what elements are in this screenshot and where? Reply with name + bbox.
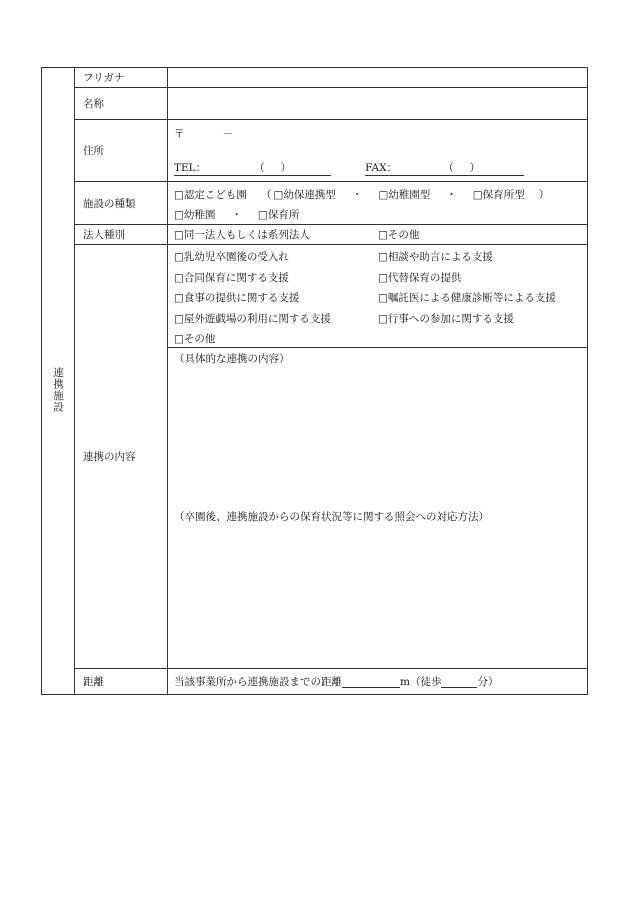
postal-dash: － [222, 127, 233, 140]
facility-type-label: 施設の種類 [75, 182, 168, 225]
section-sidebar [42, 68, 75, 695]
separator-dot: ・ [351, 188, 363, 201]
name-label: 名称 [75, 88, 168, 120]
facility-type-row [42, 182, 588, 225]
address-label: 住所 [75, 120, 168, 182]
address-row [42, 120, 588, 182]
distance-line [174, 672, 581, 692]
separator-dot: ・ [446, 188, 457, 201]
facility-form-table [41, 67, 588, 695]
name-field[interactable] [168, 88, 588, 120]
postal-mark: 〒 [174, 127, 185, 140]
postal-line [174, 124, 581, 148]
furigana-field[interactable] [168, 68, 588, 88]
fax-label: FAX： [365, 162, 398, 174]
option-event-participation[interactable]: □行事への参加に関する支援 [378, 312, 514, 325]
facility-type-field [168, 182, 588, 225]
distance-text: 当該事業所から連携施設までの距離 [174, 676, 342, 688]
option-hoikusho-gata[interactable]: □保育所型 [472, 188, 525, 201]
option-yoho-renkei[interactable]: □幼保連携型 [273, 188, 336, 201]
option-graduate-acceptance[interactable]: □乳幼児卒園後の受入れ [174, 251, 289, 263]
tel-label: TEL： [174, 162, 207, 174]
tel-paren-open: （ [254, 162, 265, 174]
inquiry-response-label: （卒園後、連携施設からの保育状況等に関する照会への対応方法） [174, 511, 489, 523]
cooperation-options-grid [174, 245, 587, 350]
walk-unit: 分） [477, 676, 499, 688]
distance-label: 距離 [75, 669, 168, 695]
cooperation-label: 連携の内容 [75, 245, 168, 669]
tel-paren-close: ） [280, 162, 292, 174]
tel-field[interactable] [174, 163, 331, 176]
tel-fax-line [174, 162, 581, 178]
corp-type-field [168, 225, 588, 245]
option-outdoor-play[interactable]: □屋外遊戯場の利用に関する支援 [174, 312, 331, 325]
paren-close: ） [538, 188, 550, 201]
option-consultation-support[interactable]: □相談や助言による支援 [378, 251, 493, 263]
specific-content-label: （具体的な連携の内容） [174, 353, 290, 365]
cooperation-row [42, 245, 588, 669]
cooperation-details-area[interactable] [168, 348, 587, 665]
facility-type-line1 [174, 184, 581, 204]
walk-open: （徒歩 [409, 676, 442, 688]
option-substitute-childcare[interactable]: □代替保育の提供 [378, 271, 462, 284]
option-health-checkup[interactable]: □嘱託医による健康診断等による支援 [378, 292, 556, 304]
corp-type-label: 法人種別 [75, 225, 168, 245]
address-field[interactable] [168, 120, 588, 182]
paren-open: （ [260, 188, 272, 201]
name-row [42, 88, 588, 120]
corp-type-row [42, 225, 588, 245]
furigana-label: フリガナ [75, 68, 168, 88]
furigana-row [42, 68, 588, 88]
fax-field[interactable] [365, 163, 524, 176]
corp-type-options [174, 226, 581, 244]
distance-input[interactable] [342, 675, 400, 688]
option-same-corp[interactable]: □同一法人もしくは系列法人 [174, 229, 310, 241]
option-yochien[interactable]: □幼稚園 [174, 208, 216, 221]
fax-paren-close: ） [469, 162, 481, 174]
walk-minutes-input[interactable] [441, 675, 477, 688]
distance-field [168, 669, 588, 695]
fax-paren-open: （ [443, 162, 454, 174]
section-label: 連携施設 [52, 366, 64, 413]
option-hoikusho[interactable]: □保育所 [257, 208, 300, 221]
distance-row [42, 669, 588, 695]
option-nintei-kodomoen[interactable]: □認定こども園 [174, 188, 247, 201]
option-cooperation-other[interactable]: □その他 [174, 333, 216, 345]
option-joint-childcare[interactable]: □合同保育に関する支援 [174, 271, 289, 284]
cooperation-field [168, 245, 588, 669]
cooperation-options [168, 245, 587, 348]
separator-dot: ・ [231, 208, 242, 221]
option-corp-other[interactable]: □その他 [378, 229, 420, 241]
distance-unit: m [400, 675, 410, 688]
option-meal-provision[interactable]: □食事の提供に関する支援 [174, 292, 300, 304]
option-yochien-gata[interactable]: □幼稚園型 [378, 188, 431, 201]
facility-type-line2 [174, 204, 581, 224]
